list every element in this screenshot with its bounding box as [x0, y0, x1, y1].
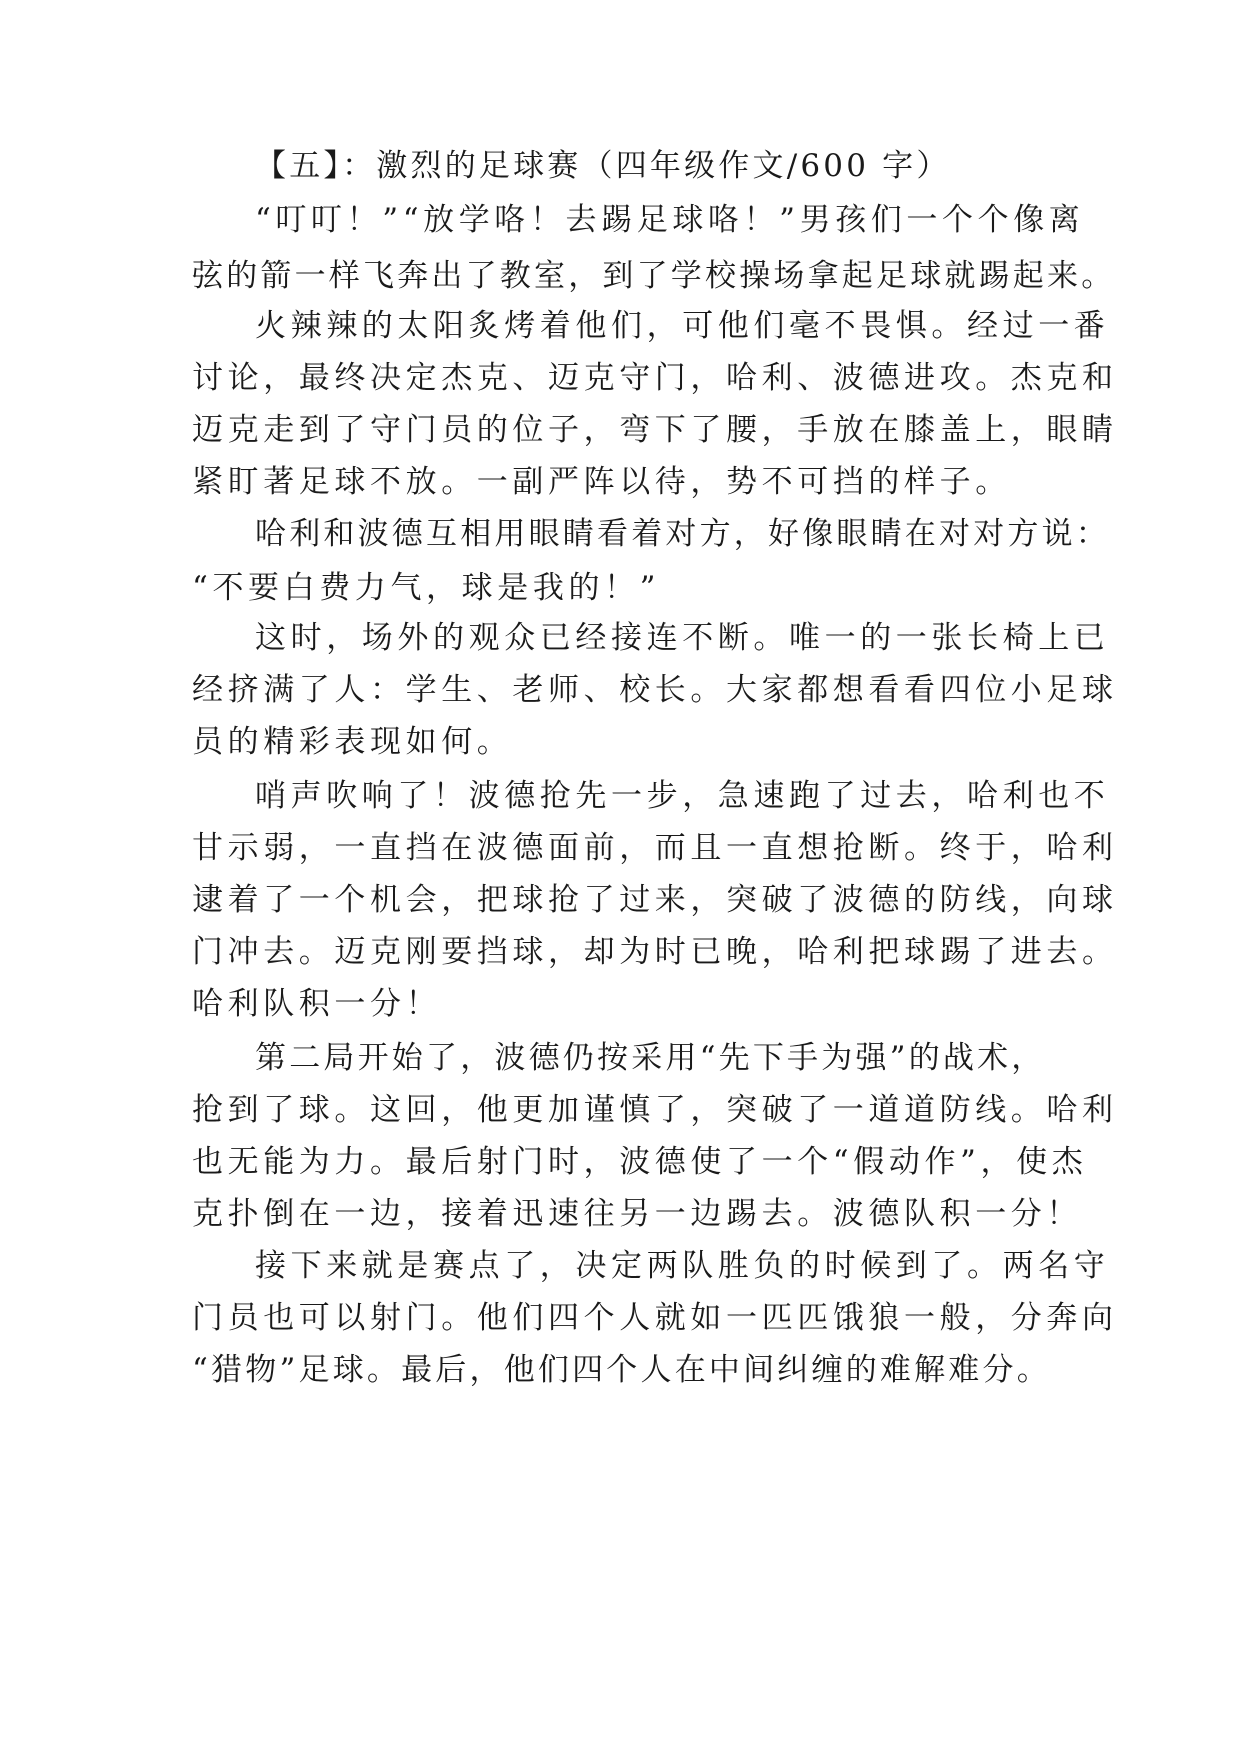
text-line: 讨论，最终决定杰克、迈克守门，哈利、波德进攻。杰克和 [192, 360, 1118, 396]
text-line: 接下来就是赛点了，决定两队胜负的时候到了。两名守 [255, 1248, 1110, 1284]
text-line: 门冲去。迈克刚要挡球，却为时已晚，哈利把球踢了进去。 [192, 934, 1118, 970]
text-line: 哈利队积一分！ [192, 986, 442, 1022]
text-line: 门员也可以射门。他们四个人就如一匹匹饿狼一般，分奔向 [192, 1300, 1118, 1336]
text-line: 员的精彩表现如何。 [192, 724, 513, 760]
text-line: 哈利和波德互相用眼睛看着对方，好像眼睛在对对方说： [255, 516, 1110, 552]
text-line: 克扑倒在一边，接着迅速往另一边踢去。波德队积一分！ [192, 1196, 1082, 1232]
text-line: “叮叮！”“放学咯！去踢足球咯！”男孩们一个个像离 [255, 202, 1085, 238]
text-line: 这时，场外的观众已经接连不断。唯一的一张长椅上已 [255, 620, 1110, 656]
text-line: 哨声吹响了！波德抢先一步，急速跑了过去，哈利也不 [255, 778, 1110, 814]
text-line: 弦的箭一样飞奔出了教室，到了学校操场拿起足球就踢起来。 [192, 258, 1116, 294]
text-line: 甘示弱，一直挡在波德面前，而且一直想抢断。终于，哈利 [192, 830, 1118, 866]
document-title: 【五】：激烈的足球赛（四年级作文/600 字） [255, 148, 951, 184]
text-line: 也无能为力。最后射门时，波德使了一个“假动作”，使杰 [192, 1144, 1088, 1180]
text-line: 火辣辣的太阳炙烤着他们，可他们毫不畏惧。经过一番 [255, 308, 1110, 344]
text-line: 经挤满了人：学生、老师、校长。大家都想看看四位小足球 [192, 672, 1118, 708]
text-line: 逮着了一个机会，把球抢了过来，突破了波德的防线，向球 [192, 882, 1118, 918]
text-line: 第二局开始了，波德仍按采用“先下手为强”的战术， [255, 1040, 1046, 1076]
text-line: 抢到了球。这回，他更加谨慎了，突破了一道道防线。哈利 [192, 1092, 1118, 1128]
text-line: “猎物”足球。最后，他们四个人在中间纠缠的难解难分。 [192, 1352, 1051, 1388]
text-line: 紧盯著足球不放。一副严阵以待，势不可挡的样子。 [192, 464, 1011, 500]
text-line: 迈克走到了守门员的位子，弯下了腰，手放在膝盖上，眼睛 [192, 412, 1118, 448]
text-line: “不要白费力气，球是我的！” [192, 570, 661, 606]
